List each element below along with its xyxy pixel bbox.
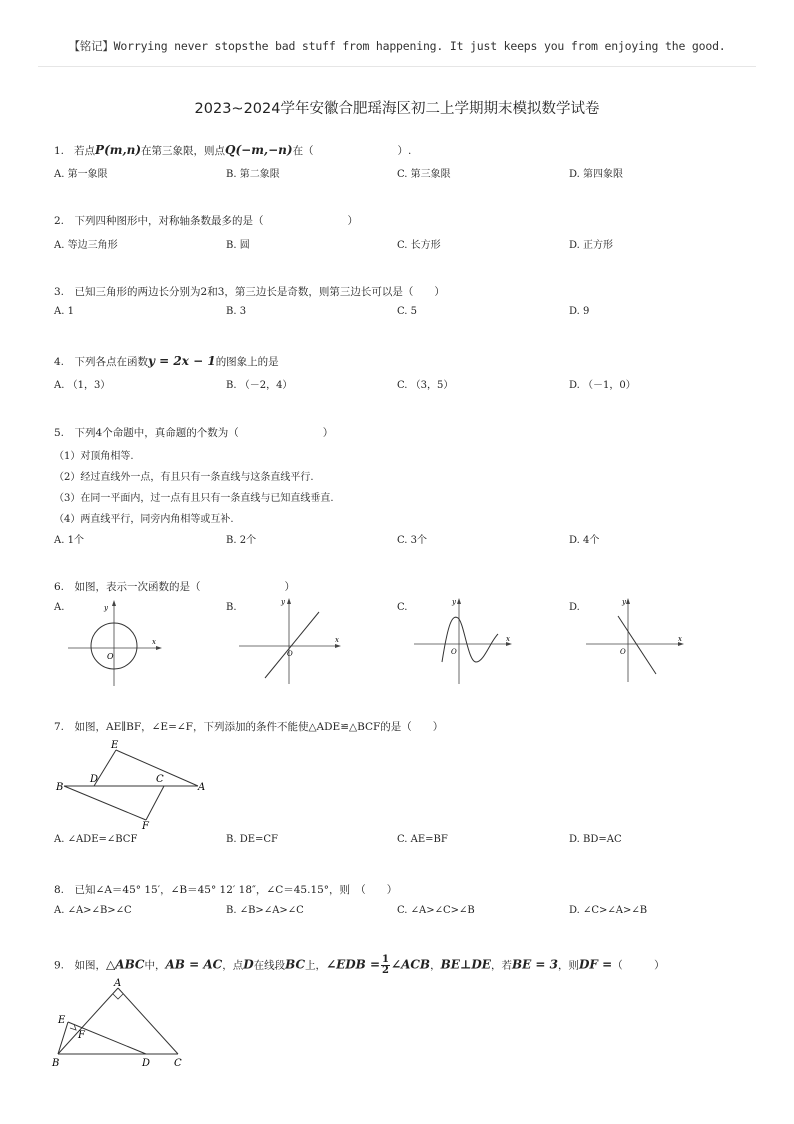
motto-banner: 【铭记】Worrying never stopsthe bad stuff from happening. It just keeps you from enjoying the good. [68,39,726,53]
q1-option-d[interactable]: D. 第四象限 [569,169,624,180]
q9-fraction [381,955,390,976]
q5-statement-2: （2）经过直线外一点，有且只有一条直线与这条直线平行. [54,472,314,483]
q4-pre: 4. 下列各点在函数 [54,356,149,368]
q9-be-value: BE = 3 [511,957,559,972]
q9-label-a: A [114,978,122,989]
q6d-origin-label: O [620,648,626,656]
q5-statement-4: （4）两直线平行，同旁内角相等或互补. [54,514,234,525]
q7-label-f: F [142,821,149,832]
q6d-x-label: x [678,635,682,643]
q3-option-a[interactable]: A. 1 [54,306,74,317]
q1-option-a[interactable]: A. 第一象限 [54,169,108,180]
q7-label-a: A [198,782,206,793]
question-8: 8. 已知∠A＝45° 15′，∠B＝45° 12′ 18″，∠C＝45.15°，则 （ ） [54,884,398,896]
q1-option-b[interactable]: B. 第二象限 [226,169,280,180]
q5-option-a[interactable]: A. 1个 [54,535,84,546]
q2-option-b[interactable]: B. 圆 [226,240,250,251]
q9-text-4: 上， [305,959,327,972]
q1-post: 在（ ）. [292,145,412,157]
q6c-y-label: y [452,598,456,606]
q4-option-d[interactable]: D. （－1，0） [569,380,636,391]
q1-point-p: P(m,n) [95,143,142,157]
q5-statement-1: （1）对顶角相等. [54,451,134,462]
q6b-origin-label: O [287,650,293,658]
q6-option-c[interactable]: C. [397,602,408,613]
q6-graph-d-line [584,594,688,688]
q8-option-a[interactable]: A. ∠A>∠B>∠C [54,905,132,916]
q3-option-d[interactable]: D. 9 [569,306,590,317]
q7-option-c[interactable]: C. AE=BF [397,834,448,845]
question-6: 6. 如图，表示一次函数的是（ ） [54,581,296,593]
q9-angle-acb: ∠ACB [391,957,431,972]
header-divider [38,66,756,67]
q6a-origin-label: O [107,652,114,661]
q9-label-c: C [174,1058,182,1069]
q6d-y-label: y [622,598,626,606]
q2-option-c[interactable]: C. 长方形 [397,240,441,251]
q6-graph-b-line [237,594,345,688]
page-title: 2023~2024学年安徽合肥瑶海区初二上学期期末模拟数学试卷 [194,101,600,117]
q5-statement-3: （3）在同一平面内，过一点有且只有一条直线与已知直线垂直. [54,493,334,504]
q9-text-1: 中， [144,959,166,972]
q9-label-b: B [52,1058,60,1069]
q4-option-a[interactable]: A. （1，3） [54,380,111,391]
q1-point-q: Q(−m,−n) [225,143,293,157]
question-4 [54,354,279,369]
q7-label-c: C [156,774,164,785]
q6-option-d[interactable]: D. [569,602,580,613]
q6c-origin-label: O [451,648,457,656]
q9-text-8: （ ） [612,959,665,972]
q6a-y-label: y [104,604,108,612]
q1-mid: 在第三象限，则点 [141,145,226,157]
q7-option-a[interactable]: A. ∠ADE=∠BCF [54,834,138,845]
q5-option-d[interactable]: D. 4个 [569,535,600,546]
q6c-x-label: x [506,635,510,643]
q9-label-e: E [58,1015,66,1026]
q8-option-d[interactable]: D. ∠C>∠A>∠B [569,905,648,916]
q9-perpendicular: BE⊥DE [440,957,491,972]
question-2: 2. 下列四种图形中，对称轴条数最多的是（ ） [54,215,359,227]
q9-frac-den: 2 [382,965,390,976]
q9-text-5: ， [430,959,441,972]
q7-label-d: D [90,774,99,785]
q9-label-f: F [78,1030,85,1041]
q6b-y-label: y [281,598,285,606]
q6-graph-c-curve [412,594,516,688]
q4-option-b[interactable]: B. （－2，4） [226,380,293,391]
q9-figure [50,976,200,1070]
q4-formula: y = 2x − 1 [148,354,216,368]
q9-df: DF = [579,957,613,972]
q9-frac-num: 1 [382,954,390,965]
question-5: 5. 下列4个命题中，真命题的个数为（ ） [54,427,334,439]
q6-graph-a-circle [66,596,166,690]
q7-option-d[interactable]: D. BD=AC [569,834,622,845]
q9-text-7: ，则 [558,959,580,972]
q4-option-c[interactable]: C. （3，5） [397,380,454,391]
q9-segment-bc: BC [285,957,306,972]
q9-angle-edb: ∠EDB = [326,957,381,972]
q7-label-b: B [56,782,64,793]
q5-option-b[interactable]: B. 2个 [226,535,257,546]
q9-label-d: D [142,1058,151,1069]
q1-option-c[interactable]: C. 第三象限 [397,169,451,180]
q4-post: 的图象上的是 [215,356,279,368]
q9-text-6: ，若 [490,959,512,972]
question-9 [54,955,665,976]
q9-text-3: 在线段 [253,959,286,972]
q6b-x-label: x [335,636,339,644]
q1-number: 1. [54,145,65,157]
q9-triangle: △ABC [106,957,145,972]
q6-option-a[interactable]: A. [54,602,65,613]
q8-option-c[interactable]: C. ∠A>∠C>∠B [397,905,475,916]
q7-figure [54,736,214,832]
q2-option-a[interactable]: A. 等边三角形 [54,240,118,251]
question-7: 7. 如图，AE∥BF，∠E=∠F，下列添加的条件不能使△ADE≌△BCF的是（ ） [54,721,444,733]
q6a-x-label: x [152,638,156,646]
q1-pre: 若点 [74,145,96,157]
q7-option-b[interactable]: B. DE=CF [226,834,278,845]
q9-text-2: ，点 [222,959,244,972]
q5-option-c[interactable]: C. 3个 [397,535,428,546]
q9-number: 9. 如图， [54,959,107,972]
q7-label-e: E [111,740,119,751]
question-1 [54,143,411,158]
q3-option-b[interactable]: B. 3 [226,306,247,317]
q3-option-c[interactable]: C. 5 [397,306,418,317]
q2-option-d[interactable]: D. 正方形 [569,240,614,251]
q9-point-d: D [243,957,254,972]
q6-option-b[interactable]: B. [226,602,237,613]
q9-equality: AB = AC [165,957,223,972]
q8-option-b[interactable]: B. ∠B>∠A>∠C [226,905,304,916]
question-3: 3. 已知三角形的两边长分别为2和3，第三边长是奇数，则第三边长可以是（ ） [54,286,445,298]
